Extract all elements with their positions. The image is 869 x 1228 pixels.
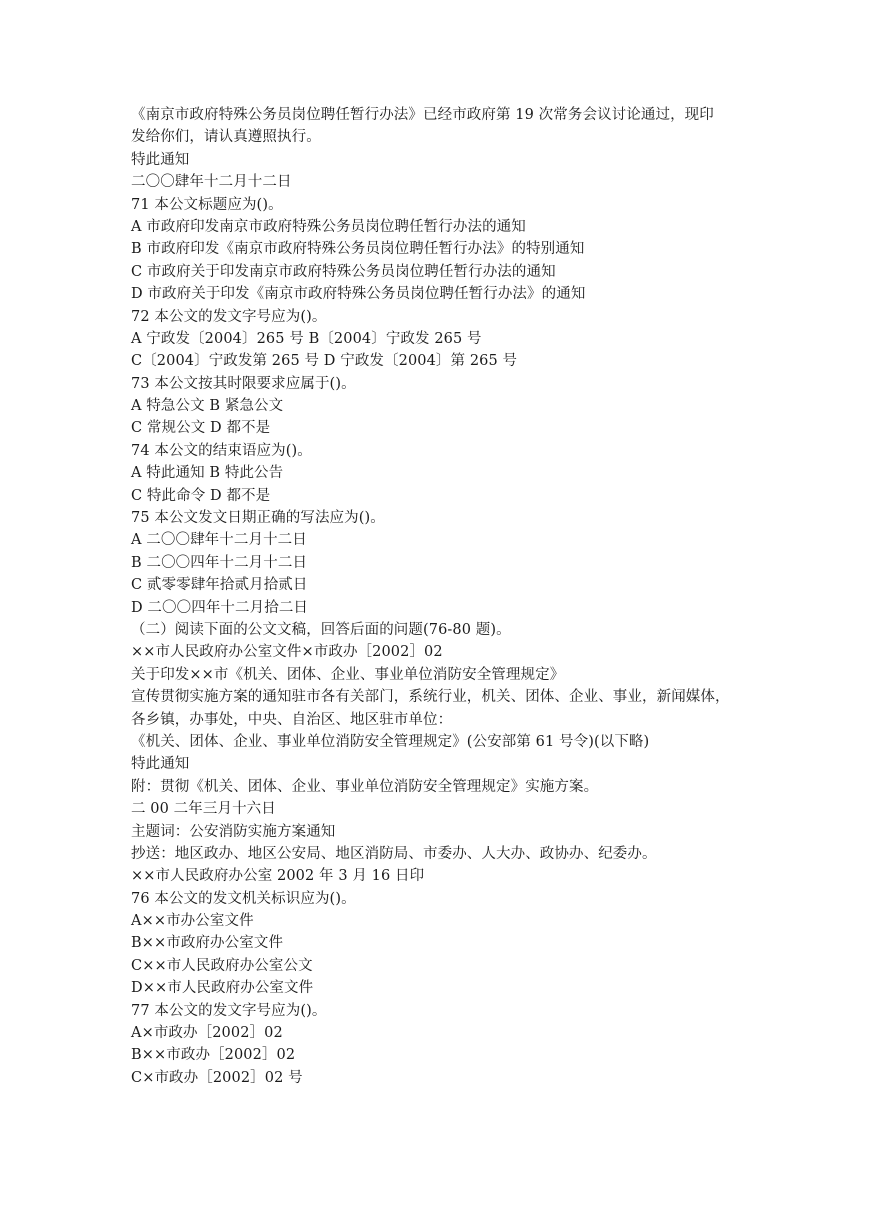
question-72: 72 本公文的发文字号应为()。	[131, 308, 327, 325]
option-line: B××市政府办公室文件	[131, 935, 284, 952]
question-77: 77 本公文的发文字号应为()。	[131, 1002, 327, 1019]
text-line: 关于印发××市《机关、团体、企业、事业单位消防安全管理规定》	[131, 666, 565, 683]
text-line: 各乡镇，办事处，中央、自治区、地区驻市单位：	[131, 711, 453, 728]
question-73: 73 本公文按其时限要求应属于()。	[131, 375, 356, 392]
document-page	[131, 104, 771, 1089]
text-line: 附：贯彻《机关、团体、企业、事业单位消防安全管理规定》实施方案。	[131, 778, 599, 795]
option-line: C×市政办［2002］02 号	[131, 1069, 303, 1086]
text-line: 抄送：地区政办、地区公安局、地区消防局、市委办、人大办、政协办、纪委办。	[131, 845, 657, 862]
option-line: D 二〇〇四年十二月拾二日	[131, 599, 309, 616]
question-76: 76 本公文的发文机关标识应为()。	[131, 890, 356, 907]
option-line: D××市人民政府办公室文件	[131, 980, 314, 997]
option-line: A 市政府印发南京市政府特殊公务员岗位聘任暂行办法的通知	[131, 218, 526, 235]
option-line: C 常规公文 D 都不是	[131, 420, 271, 437]
text-line: 特此通知	[131, 756, 190, 773]
text-line: ××市人民政府办公室文件×市政办［2002］02	[131, 644, 443, 661]
option-line: C××市人民政府办公室公文	[131, 957, 313, 974]
text-line: 《南京市政府特殊公务员岗位聘任暂行办法》已经市政府第 19 次常务会议讨论通过，现印	[131, 107, 714, 123]
option-line: A 特此通知 B 特此公告	[131, 465, 284, 482]
text-line: 《机关、团体、企业、事业单位消防安全管理规定》(公安部第 61 号令)(以下略)	[131, 733, 650, 750]
text-line: 宣传贯彻实施方案的通知驻市各有关部门，系统行业，机关、团体、企业、事业，新闻媒体，	[131, 689, 730, 706]
option-line: C 特此命令 D 都不是	[131, 487, 271, 504]
option-line: D 市政府关于印发《南京市政府特殊公务员岗位聘任暂行办法》的通知	[131, 286, 586, 303]
text-line: 发给你们，请认真遵照执行。	[131, 129, 321, 146]
text-line: 二〇〇肆年十二月十二日	[131, 174, 292, 191]
option-line: A××市办公室文件	[131, 913, 254, 930]
text-line: 特此通知	[131, 151, 190, 168]
option-line: C 市政府关于印发南京市政府特殊公务员岗位聘任暂行办法的通知	[131, 263, 556, 280]
question-74: 74 本公文的结束语应为()。	[131, 442, 312, 459]
option-line: A 宁政发〔2004〕265 号 B〔2004〕宁政发 265 号	[131, 330, 482, 347]
section-heading: （二）阅读下面的公文文稿，回答后面的问题(76-80 题)。	[131, 621, 511, 638]
option-line: B 市政府印发《南京市政府特殊公务员岗位聘任暂行办法》的特别通知	[131, 241, 585, 258]
option-line: A 二〇〇肆年十二月十二日	[131, 532, 307, 549]
option-line: C 贰零零肆年拾贰月拾贰日	[131, 577, 308, 594]
option-line: B 二〇〇四年十二月十二日	[131, 554, 308, 571]
text-line: ××市人民政府办公室 2002 年 3 月 16 日印	[131, 868, 425, 885]
question-75: 75 本公文发文日期正确的写法应为()。	[131, 510, 385, 527]
text-line: 主题词：公安消防实施方案通知	[131, 823, 336, 840]
option-line: B××市政办［2002］02	[131, 1047, 296, 1064]
option-line: A×市政办［2002］02	[131, 1025, 283, 1042]
option-line: C〔2004〕宁政发第 265 号 D 宁政发〔2004〕第 265 号	[131, 353, 518, 370]
question-71: 71 本公文标题应为()。	[131, 196, 283, 213]
text-line: 二 00 二年三月十六日	[131, 801, 276, 818]
option-line: A 特急公文 B 紧急公文	[131, 398, 284, 415]
